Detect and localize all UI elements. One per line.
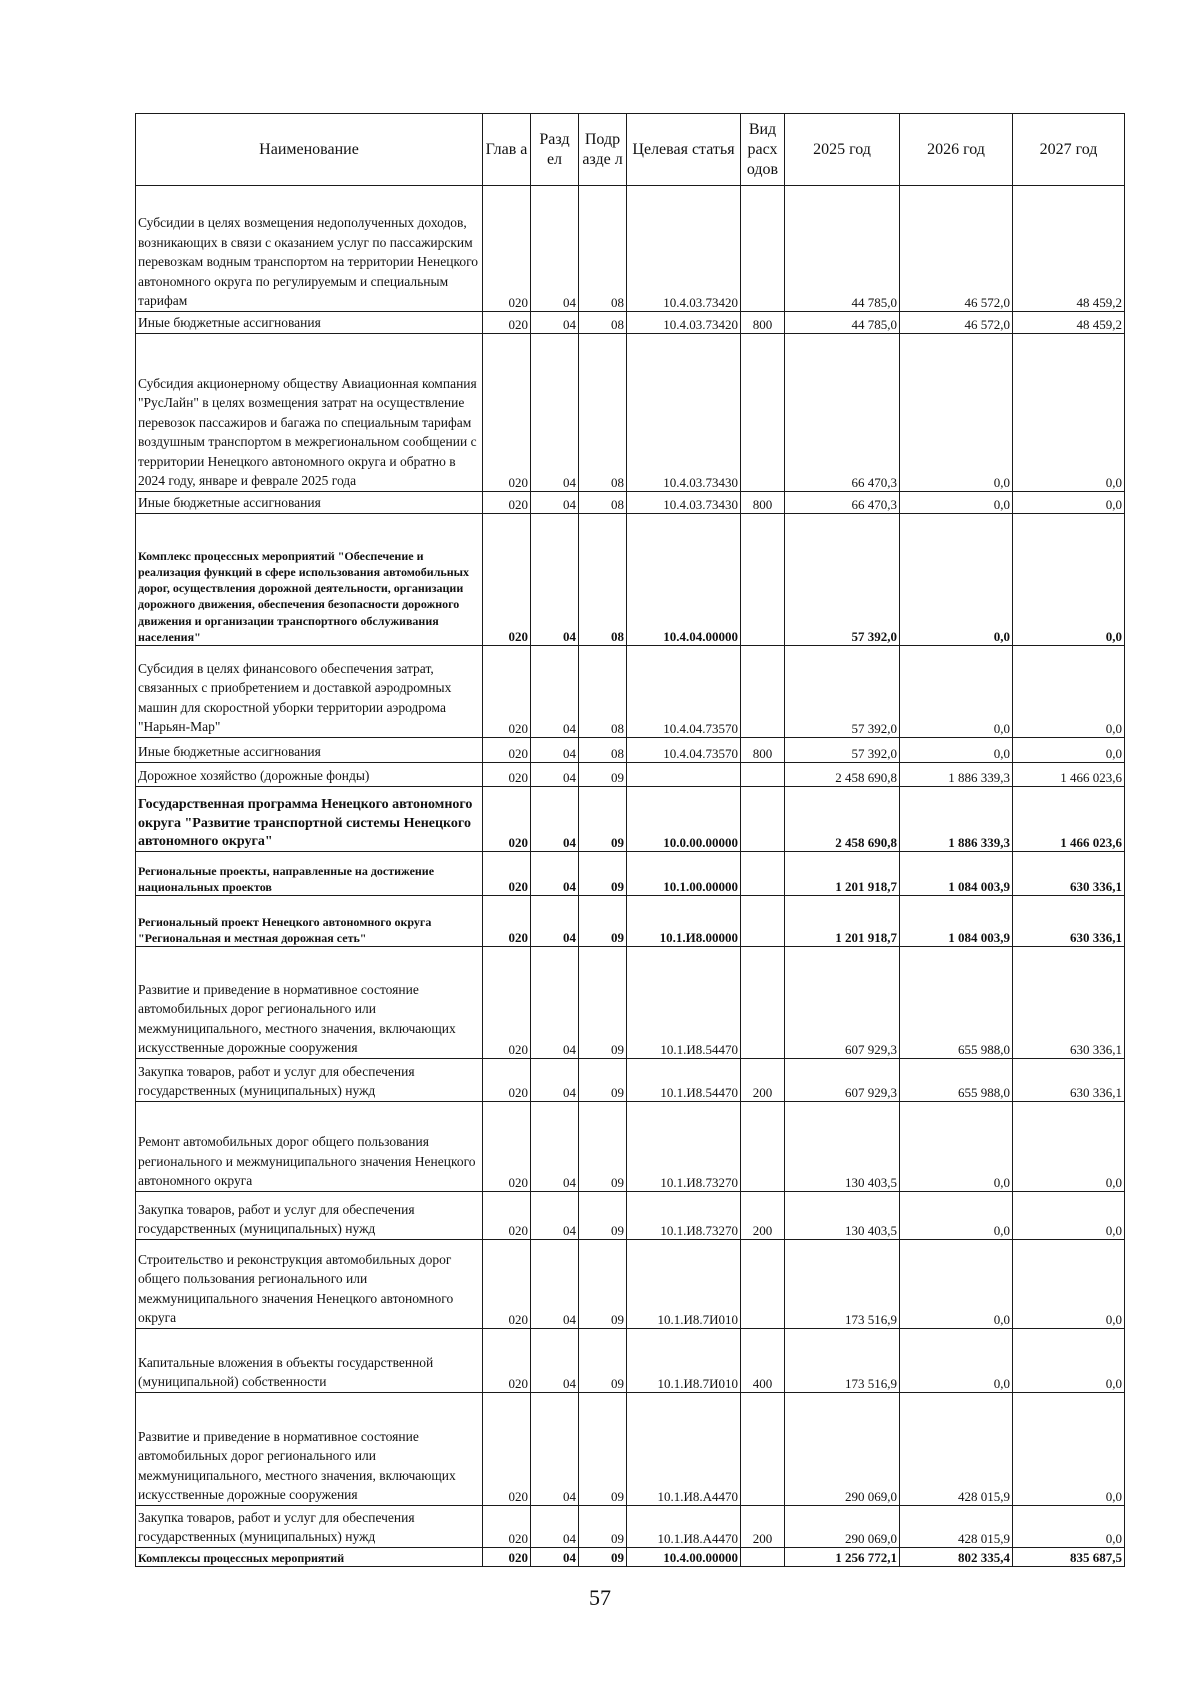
row-tselevaya: 10.4.04.73570	[627, 738, 741, 763]
row-2025: 44 785,0	[785, 186, 900, 312]
row-glava: 020	[483, 1192, 531, 1240]
row-2027: 0,0	[1013, 492, 1125, 514]
row-2026: 1 886 339,3	[900, 787, 1013, 852]
table-row	[136, 1102, 1125, 1192]
row-vid	[741, 852, 785, 896]
header-2025: 2025 год	[785, 114, 900, 186]
row-glava: 020	[483, 896, 531, 947]
row-glava: 020	[483, 1059, 531, 1102]
row-2027: 0,0	[1013, 1102, 1125, 1192]
row-razdel: 04	[531, 646, 579, 738]
row-podrazdel: 09	[579, 947, 627, 1059]
row-name: Иные бюджетные ассигнования	[136, 738, 483, 763]
row-podrazdel: 08	[579, 492, 627, 514]
row-tselevaya: 10.1.И8.00000	[627, 896, 741, 947]
row-razdel: 04	[531, 947, 579, 1059]
header-podrazdel: Подр азде л	[579, 114, 627, 186]
row-2027: 0,0	[1013, 738, 1125, 763]
row-vid	[741, 896, 785, 947]
row-2027: 1 466 023,6	[1013, 763, 1125, 787]
row-vid	[741, 787, 785, 852]
row-2026: 655 988,0	[900, 947, 1013, 1059]
row-name: Субсидия акционерному обществу Авиационная компания "РусЛайн" в целях возмещения затрат на осуществление перевозок пассажиров и багажа по специальным тарифам воздушным транспортом в межрегиональном сообщении с территории Ненецкого автономного округа и обратно в 2024 году, январе и феврале 2025 года	[136, 334, 483, 492]
row-name: Субсидия в целях финансового обеспечения затрат, связанных с приобретением и доставкой аэродромных машин для скоростной уборки территории аэродрома "Нарьян-Мар"	[136, 646, 483, 738]
row-vid: 200	[741, 1506, 785, 1548]
row-tselevaya: 10.4.03.73430	[627, 334, 741, 492]
row-2025: 1 201 918,7	[785, 896, 900, 947]
row-2025: 607 929,3	[785, 1059, 900, 1102]
row-podrazdel: 09	[579, 1240, 627, 1329]
row-vid	[741, 1102, 785, 1192]
row-2025: 130 403,5	[785, 1102, 900, 1192]
row-2025: 2 458 690,8	[785, 787, 900, 852]
row-glava: 020	[483, 492, 531, 514]
row-2026: 0,0	[900, 1102, 1013, 1192]
row-2027: 630 336,1	[1013, 896, 1125, 947]
table-row	[136, 896, 1125, 947]
row-razdel: 04	[531, 312, 579, 334]
row-tselevaya: 10.4.04.00000	[627, 514, 741, 646]
row-vid: 200	[741, 1192, 785, 1240]
row-2026: 428 015,9	[900, 1393, 1013, 1506]
table-row	[136, 738, 1125, 763]
row-vid	[741, 646, 785, 738]
row-vid: 800	[741, 738, 785, 763]
header-tselevaya: Целевая статья	[627, 114, 741, 186]
row-glava: 020	[483, 947, 531, 1059]
row-glava: 020	[483, 787, 531, 852]
table-row	[136, 1548, 1125, 1567]
row-glava: 020	[483, 1393, 531, 1506]
row-2026: 0,0	[900, 1240, 1013, 1329]
row-name: Региональные проекты, направленные на достижение национальных проектов	[136, 852, 483, 896]
row-2026: 802 335,4	[900, 1548, 1013, 1567]
row-glava: 020	[483, 738, 531, 763]
row-podrazdel: 09	[579, 1059, 627, 1102]
row-tselevaya: 10.4.03.73420	[627, 312, 741, 334]
row-glava: 020	[483, 312, 531, 334]
row-name: Дорожное хозяйство (дорожные фонды)	[136, 763, 483, 787]
table-row	[136, 1506, 1125, 1548]
row-2026: 46 572,0	[900, 186, 1013, 312]
row-2026: 428 015,9	[900, 1506, 1013, 1548]
row-2027: 0,0	[1013, 1192, 1125, 1240]
row-glava: 020	[483, 852, 531, 896]
row-2025: 1 256 772,1	[785, 1548, 900, 1567]
row-razdel: 04	[531, 186, 579, 312]
row-2027: 0,0	[1013, 334, 1125, 492]
table-row	[136, 1329, 1125, 1393]
row-name: Субсидии в целях возмещения недополученных доходов, возникающих в связи с оказанием услуг по пассажирским перевозкам водным транспортом на территории Ненецкого автономного округа по регулируемым и специальным тарифам	[136, 186, 483, 312]
row-2025: 290 069,0	[785, 1393, 900, 1506]
row-razdel: 04	[531, 738, 579, 763]
row-2027: 0,0	[1013, 1506, 1125, 1548]
table-row	[136, 312, 1125, 334]
page-number: 57	[589, 1585, 611, 1610]
row-2026: 0,0	[900, 1329, 1013, 1393]
row-2025: 66 470,3	[785, 492, 900, 514]
row-podrazdel: 09	[579, 1192, 627, 1240]
row-podrazdel: 09	[579, 852, 627, 896]
row-razdel: 04	[531, 1240, 579, 1329]
row-2025: 57 392,0	[785, 514, 900, 646]
row-podrazdel: 08	[579, 738, 627, 763]
table-row	[136, 1192, 1125, 1240]
row-2027: 630 336,1	[1013, 852, 1125, 896]
row-glava: 020	[483, 1548, 531, 1567]
row-2026: 0,0	[900, 334, 1013, 492]
row-2026: 655 988,0	[900, 1059, 1013, 1102]
row-tselevaya: 10.1.И8.7И010	[627, 1240, 741, 1329]
row-2027: 630 336,1	[1013, 947, 1125, 1059]
header-glava: Глав а	[483, 114, 531, 186]
row-name: Развитие и приведение в нормативное состояние автомобильных дорог регионального или межмуниципального, местного значения, включающих искусственные дорожные сооружения	[136, 1393, 483, 1506]
budget-table	[135, 113, 1125, 1567]
row-2027: 0,0	[1013, 1240, 1125, 1329]
row-vid	[741, 514, 785, 646]
row-vid	[741, 334, 785, 492]
row-name: Строительство и реконструкция автомобильных дорог общего пользования регионального или межмуниципального значения Ненецкого автономного округа	[136, 1240, 483, 1329]
row-podrazdel: 08	[579, 646, 627, 738]
row-2027: 0,0	[1013, 514, 1125, 646]
row-razdel: 04	[531, 1548, 579, 1567]
row-razdel: 04	[531, 334, 579, 492]
row-razdel: 04	[531, 514, 579, 646]
row-2025: 130 403,5	[785, 1192, 900, 1240]
row-podrazdel: 08	[579, 312, 627, 334]
row-name: Развитие и приведение в нормативное состояние автомобильных дорог регионального или межмуниципального, местного значения, включающих искусственные дорожные сооружения	[136, 947, 483, 1059]
row-2026: 0,0	[900, 492, 1013, 514]
table-row	[136, 947, 1125, 1059]
row-podrazdel: 09	[579, 787, 627, 852]
table-row	[136, 186, 1125, 312]
row-name: Иные бюджетные ассигнования	[136, 492, 483, 514]
header-2027: 2027 год	[1013, 114, 1125, 186]
row-razdel: 04	[531, 1059, 579, 1102]
row-2027: 0,0	[1013, 1329, 1125, 1393]
row-tselevaya	[627, 763, 741, 787]
row-name: Закупка товаров, работ и услуг для обеспечения государственных (муниципальных) нужд	[136, 1506, 483, 1548]
table-header-row	[136, 114, 1125, 186]
row-2025: 607 929,3	[785, 947, 900, 1059]
row-tselevaya: 10.1.И8.7И010	[627, 1329, 741, 1393]
row-razdel: 04	[531, 1192, 579, 1240]
table-row	[136, 1240, 1125, 1329]
row-podrazdel: 08	[579, 334, 627, 492]
row-glava: 020	[483, 1102, 531, 1192]
row-2026: 1 886 339,3	[900, 763, 1013, 787]
row-vid	[741, 947, 785, 1059]
row-name: Закупка товаров, работ и услуг для обеспечения государственных (муниципальных) нужд	[136, 1059, 483, 1102]
table-row	[136, 1393, 1125, 1506]
header-razdel: Разд ел	[531, 114, 579, 186]
row-razdel: 04	[531, 852, 579, 896]
row-2026: 0,0	[900, 738, 1013, 763]
row-name: Закупка товаров, работ и услуг для обеспечения государственных (муниципальных) нужд	[136, 1192, 483, 1240]
row-2027: 835 687,5	[1013, 1548, 1125, 1567]
row-2027: 0,0	[1013, 1393, 1125, 1506]
row-vid	[741, 1548, 785, 1567]
row-tselevaya: 10.1.И8.73270	[627, 1192, 741, 1240]
row-2025: 57 392,0	[785, 738, 900, 763]
row-vid	[741, 186, 785, 312]
row-vid: 400	[741, 1329, 785, 1393]
row-glava: 020	[483, 1240, 531, 1329]
row-podrazdel: 09	[579, 896, 627, 947]
row-tselevaya: 10.1.И8.73270	[627, 1102, 741, 1192]
row-2025: 44 785,0	[785, 312, 900, 334]
row-2026: 0,0	[900, 1192, 1013, 1240]
header-name: Наименование	[136, 114, 483, 186]
row-razdel: 04	[531, 1102, 579, 1192]
row-2026: 0,0	[900, 514, 1013, 646]
row-2027: 1 466 023,6	[1013, 787, 1125, 852]
row-2026: 46 572,0	[900, 312, 1013, 334]
row-podrazdel: 09	[579, 763, 627, 787]
row-podrazdel: 09	[579, 1506, 627, 1548]
table-row	[136, 1059, 1125, 1102]
row-tselevaya: 10.4.03.73420	[627, 186, 741, 312]
row-tselevaya: 10.1.И8.А4470	[627, 1393, 741, 1506]
table-row	[136, 514, 1125, 646]
row-podrazdel: 09	[579, 1393, 627, 1506]
row-razdel: 04	[531, 1329, 579, 1393]
header-2026: 2026 год	[900, 114, 1013, 186]
row-podrazdel: 08	[579, 514, 627, 646]
row-2025: 173 516,9	[785, 1240, 900, 1329]
row-2025: 57 392,0	[785, 646, 900, 738]
table-row	[136, 646, 1125, 738]
row-vid: 200	[741, 1059, 785, 1102]
table-row	[136, 763, 1125, 787]
table-row	[136, 492, 1125, 514]
row-2026: 0,0	[900, 646, 1013, 738]
row-razdel: 04	[531, 492, 579, 514]
row-tselevaya: 10.4.00.00000	[627, 1548, 741, 1567]
row-2025: 173 516,9	[785, 1329, 900, 1393]
table-row	[136, 852, 1125, 896]
row-2025: 2 458 690,8	[785, 763, 900, 787]
row-glava: 020	[483, 763, 531, 787]
row-razdel: 04	[531, 763, 579, 787]
row-name: Иные бюджетные ассигнования	[136, 312, 483, 334]
row-glava: 020	[483, 646, 531, 738]
row-glava: 020	[483, 514, 531, 646]
row-name: Капитальные вложения в объекты государственной (муниципальной) собственности	[136, 1329, 483, 1393]
row-2025: 1 201 918,7	[785, 852, 900, 896]
table-row	[136, 787, 1125, 852]
row-name: Региональный проект Ненецкого автономного округа "Региональная и местная дорожная сеть"	[136, 896, 483, 947]
row-podrazdel: 09	[579, 1102, 627, 1192]
row-name: Государственная программа Ненецкого автономного округа "Развитие транспортной системы Ненецкого автономного округа"	[136, 787, 483, 852]
row-name: Комплексы процессных мероприятий	[136, 1548, 483, 1567]
row-glava: 020	[483, 1329, 531, 1393]
row-podrazdel: 09	[579, 1548, 627, 1567]
row-tselevaya: 10.1.И8.А4470	[627, 1506, 741, 1548]
row-podrazdel: 09	[579, 1329, 627, 1393]
row-vid: 800	[741, 312, 785, 334]
row-name: Ремонт автомобильных дорог общего пользования регионального и межмуниципального значения Ненецкого автономного округа	[136, 1102, 483, 1192]
row-vid	[741, 763, 785, 787]
row-2025: 290 069,0	[785, 1506, 900, 1548]
row-vid	[741, 1393, 785, 1506]
row-tselevaya: 10.4.04.73570	[627, 646, 741, 738]
row-glava: 020	[483, 1506, 531, 1548]
table-row	[136, 334, 1125, 492]
row-2025: 66 470,3	[785, 334, 900, 492]
row-2026: 1 084 003,9	[900, 896, 1013, 947]
row-razdel: 04	[531, 787, 579, 852]
row-2027: 0,0	[1013, 646, 1125, 738]
row-2027: 48 459,2	[1013, 312, 1125, 334]
row-podrazdel: 08	[579, 186, 627, 312]
row-vid: 800	[741, 492, 785, 514]
row-2027: 630 336,1	[1013, 1059, 1125, 1102]
row-glava: 020	[483, 334, 531, 492]
row-tselevaya: 10.1.И8.54470	[627, 947, 741, 1059]
row-2026: 1 084 003,9	[900, 852, 1013, 896]
row-2027: 48 459,2	[1013, 186, 1125, 312]
row-tselevaya: 10.0.00.00000	[627, 787, 741, 852]
row-vid	[741, 1240, 785, 1329]
row-glava: 020	[483, 186, 531, 312]
row-tselevaya: 10.1.00.00000	[627, 852, 741, 896]
row-razdel: 04	[531, 896, 579, 947]
row-tselevaya: 10.1.И8.54470	[627, 1059, 741, 1102]
row-razdel: 04	[531, 1393, 579, 1506]
row-razdel: 04	[531, 1506, 579, 1548]
row-name: Комплекс процессных мероприятий "Обеспечение и реализация функций в сфере использования автомобильных дорог, осуществления дорожной деятельности, организации дорожного движения, обеспечения безопасности дорожного движения и организации транспортного обслуживания населения"	[136, 514, 483, 646]
row-tselevaya: 10.4.03.73430	[627, 492, 741, 514]
header-vid: Вид расх одов	[741, 114, 785, 186]
